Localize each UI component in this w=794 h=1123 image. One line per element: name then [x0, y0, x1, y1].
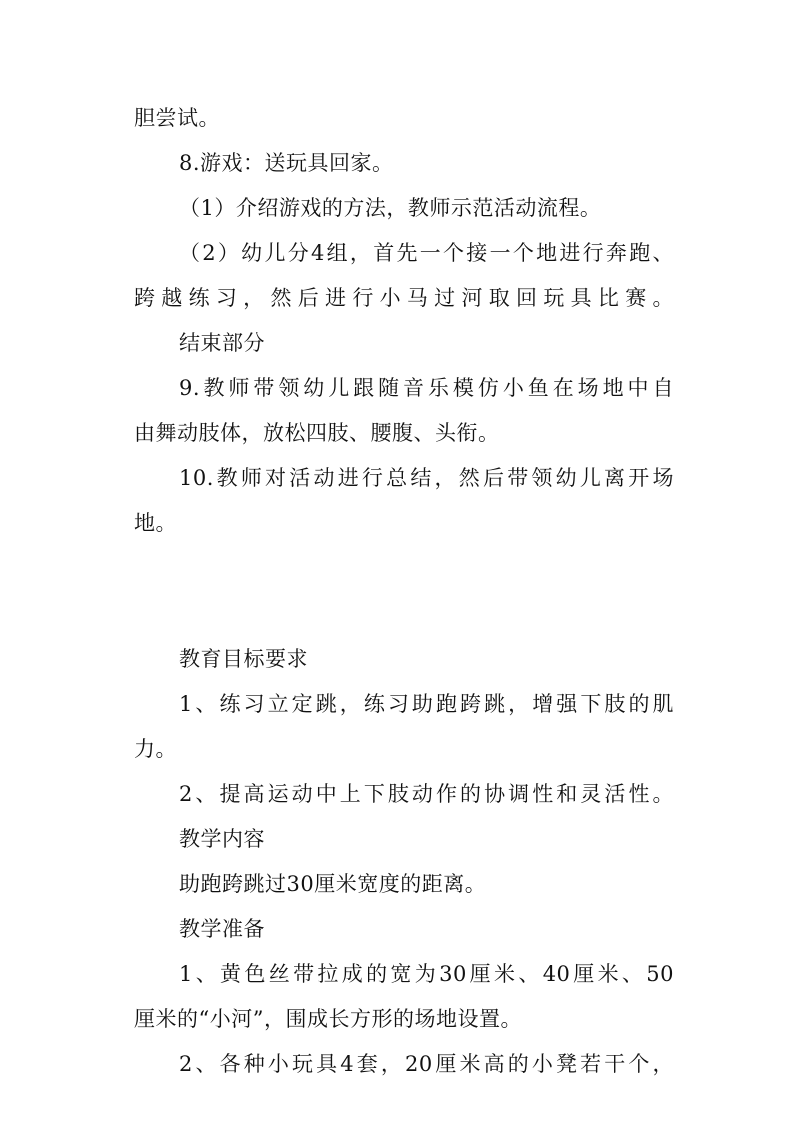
text-line: 力。 [134, 737, 177, 761]
text-line: 厘米的“小河”，围成长方形的场地设置。 [134, 1007, 522, 1031]
section-heading: 结束部分 [179, 331, 265, 355]
text-line: 2、提高运动中上下肢动作的协调性和灵活性。 [179, 782, 674, 806]
text-line: 跨越练习，然后进行小马过河取回玩具比赛。 [134, 286, 674, 310]
text-line: 胆尝试。 [134, 106, 220, 130]
section-heading: 教育目标要求 [179, 647, 308, 671]
text-line: 助跑跨跳过30厘米宽度的距离。 [179, 872, 487, 896]
text-line: 由舞动肢体，放松四肢、腰腹、头衔。 [134, 421, 500, 445]
section-heading: 教学内容 [179, 827, 265, 851]
section-heading: 教学准备 [179, 917, 265, 941]
text-line: 地。 [134, 511, 177, 535]
text-line: 2、各种小玩具4套，20厘米高的小凳若干个， [179, 1052, 674, 1076]
text-line: 1、黄色丝带拉成的宽为30厘米、40厘米、50 [179, 962, 674, 986]
text-line: 10.教师对活动进行总结，然后带领幼儿离开场 [179, 466, 674, 490]
text-line: （1）介绍游戏的方法，教师示范活动流程。 [179, 196, 602, 220]
text-line: （2）幼儿分4组，首先一个接一个地进行奔跑、 [179, 241, 674, 265]
text-line: 9.教师带领幼儿跟随音乐模仿小鱼在场地中自 [179, 376, 674, 400]
text-line: 8.游戏：送玩具回家。 [179, 151, 394, 175]
text-line: 1、练习立定跳，练习助跑跨跳，增强下肢的肌 [179, 692, 674, 716]
